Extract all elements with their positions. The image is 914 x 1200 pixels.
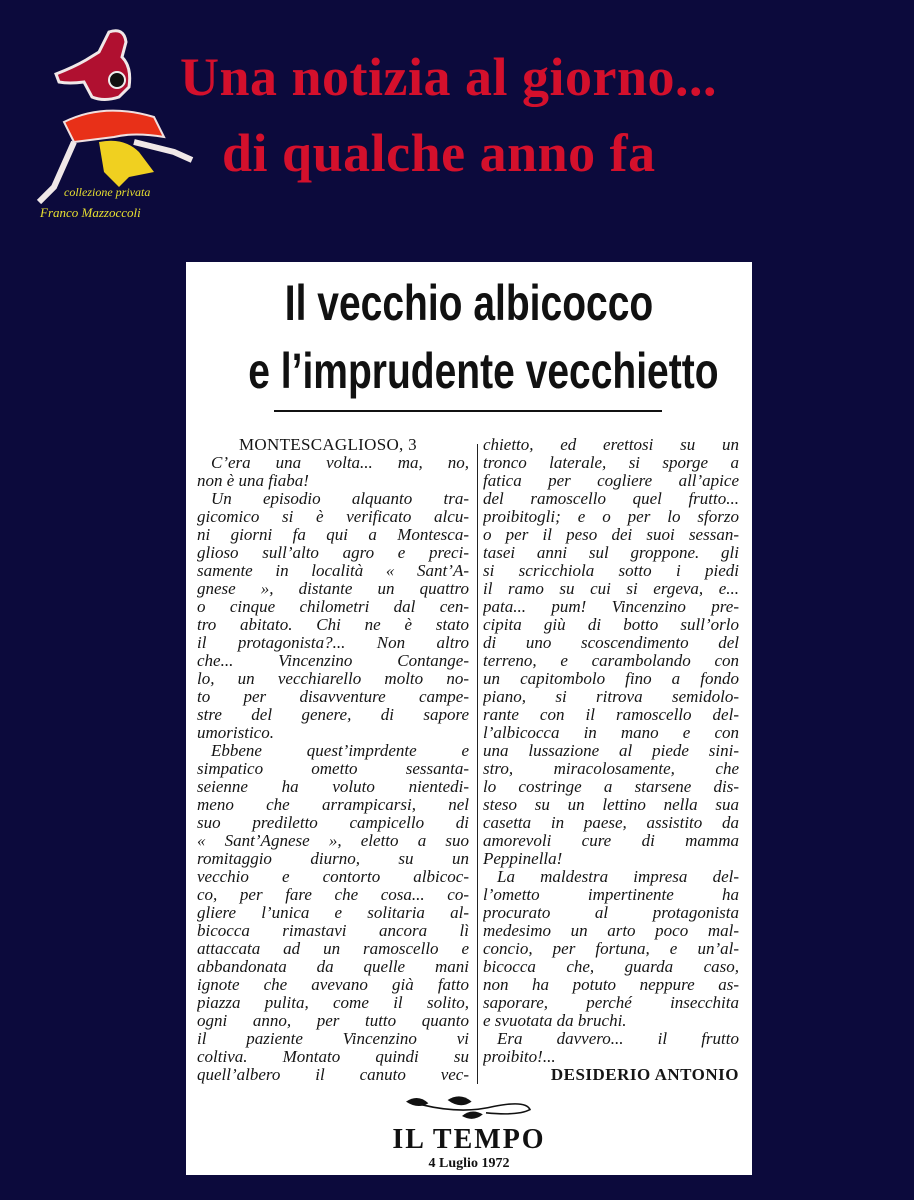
page-heading-line-1: Una notizia al giorno...	[180, 47, 718, 107]
article-line: Ebbene quest’imprdente e	[211, 742, 469, 760]
article-line: che... Vincenzino Contange-	[197, 652, 469, 670]
article-title-line-1: Il vecchio albicocco	[284, 275, 654, 331]
article-line: casetta in paese, assistito da	[483, 814, 739, 832]
article-line: meno che arrampicarsi, nel	[197, 796, 469, 814]
leaf-ornament-icon	[386, 1092, 546, 1124]
article-line: proibitogli; e o per lo sforzo	[483, 508, 739, 526]
article-line: lo costringe a starsene dis-	[483, 778, 739, 796]
article-line: non è una fiaba!	[197, 472, 309, 490]
article-line: una lussazione al piede sini-	[483, 742, 739, 760]
article-line: pata... pum! Vincenzino pre-	[483, 598, 739, 616]
article-line: non ha potuto neppure as-	[483, 976, 739, 994]
article-line: abbandonata da quelle mani	[197, 958, 469, 976]
article-line: si scricchiola sotto i piedi	[483, 562, 739, 580]
article-line: un capitombolo fino a fondo	[483, 670, 739, 688]
article-line: steso su un lettino nella sua	[483, 796, 739, 814]
article-line: gliere l’unica e solitaria al-	[197, 904, 469, 922]
article-column-2	[483, 436, 739, 1084]
title-rule	[274, 410, 662, 412]
article-line: o per il peso dei suoi sessan-	[483, 526, 739, 544]
article-line: coltiva. Montato quindi su	[197, 1048, 469, 1066]
article-line: tronco laterale, si sporge a	[483, 454, 739, 472]
article-line: chietto, ed erettosi su un	[483, 436, 739, 454]
article-line: glioso sull’alto agro e preci-	[197, 544, 469, 562]
article-line: fatica per cogliere all’apice	[483, 472, 739, 490]
page-heading-line-2: di qualche anno fa	[222, 123, 656, 183]
article-line: saporare, perché insecchita	[483, 994, 739, 1012]
article-line: Peppinella!	[483, 850, 563, 868]
article-line: amorevoli cure di mamma	[483, 832, 739, 850]
article-line: gnese », distante un quattro	[197, 580, 469, 598]
article-line: cipita giù di botto sull’orlo	[483, 616, 739, 634]
column-divider	[477, 444, 478, 1084]
article-line: ignote che avevano già fatto	[197, 976, 469, 994]
article-line: MONTESCAGLIOSO, 3	[239, 436, 417, 454]
article-line: concio, per fortuna, e un’al-	[483, 940, 739, 958]
article-line: quell’albero il canuto vec-	[197, 1066, 469, 1084]
article-line: lo, un vecchiarello molto no-	[197, 670, 469, 688]
article-line: vecchio e contorto albicoc-	[197, 868, 469, 886]
newspaper-clipping	[186, 262, 752, 1175]
article-title-line-2: e l’imprudente vecchietto	[248, 343, 719, 399]
article-line: gicomico si è verificato alcu-	[197, 508, 469, 526]
article-line: proibito!...	[483, 1048, 556, 1066]
newspaper-masthead: IL TEMPO	[392, 1124, 546, 1155]
article-line: co, per fare che cosa... co-	[197, 886, 469, 904]
article-line: romitaggio diurno, su un	[197, 850, 469, 868]
article-line: di uno scoscendimento del	[483, 634, 739, 652]
article-line: Era davvero... il frutto	[497, 1030, 739, 1048]
article-line: stro, miracolosamente, che	[483, 760, 739, 778]
article-line: piano, si ritrova semidolo-	[483, 688, 739, 706]
article-line: procurato al protagonista	[483, 904, 739, 922]
article-line: terreno, e carambolando con	[483, 652, 739, 670]
article-line: attaccata ad un ramoscello e	[197, 940, 469, 958]
article-line: o cinque chilometri dal cen-	[197, 598, 469, 616]
article-line: l’ometto impertinente ha	[483, 886, 739, 904]
article-line: simpatico ometto sessanta-	[197, 760, 469, 778]
article-line: il ramo su cui si ergeva, e...	[483, 580, 739, 598]
article-line: La maldestra impresa del-	[497, 868, 739, 886]
article-line: medesimo un arto poco mal-	[483, 922, 739, 940]
publication-date: 4 Luglio 1972	[428, 1156, 510, 1171]
article-line: tasei anni sul groppone. gli	[483, 544, 739, 562]
article-line: stre del genere, di sapore	[197, 706, 469, 724]
article-line: l’albicocca in mano e con	[483, 724, 739, 742]
article-line: C’era una volta... ma, no,	[211, 454, 469, 472]
article-line: « Sant’Agnese », eletto a suo	[197, 832, 469, 850]
article-line: to per disavventure campe-	[197, 688, 469, 706]
article-line: ni giorni fa qui a Montesca-	[197, 526, 469, 544]
article-line: bicocca rimastavi ancora lì	[197, 922, 469, 940]
article-line: bicocca che, guarda caso,	[483, 958, 739, 976]
logo-text-owner: Franco Mazzoccoli	[40, 205, 141, 220]
article-line: e svuotata da bruchi.	[483, 1012, 627, 1030]
article-column-1	[197, 436, 469, 1084]
logo-text-collection: collezione privata	[64, 185, 151, 199]
article-line: del ramoscello quel frutto...	[483, 490, 739, 508]
article-line: rante con il ramoscello del-	[483, 706, 739, 724]
article-line: il protagonista?... Non altro	[197, 634, 469, 652]
article-line: tro abitato. Chi ne è stato	[197, 616, 469, 634]
article-line: DESIDERIO ANTONIO	[550, 1066, 739, 1084]
article-line: samente in località « Sant’A-	[197, 562, 469, 580]
article-line: il paziente Vincenzino vi	[197, 1030, 469, 1048]
article-line: umoristico.	[197, 724, 274, 742]
article-line: piazza pulita, come il solito,	[197, 994, 469, 1012]
article-line: seienne ha voluto nientedi-	[197, 778, 469, 796]
article-line: ogni anno, per tutto quanto	[197, 1012, 469, 1030]
article-line: Un episodio alquanto tra-	[211, 490, 469, 508]
article-line: suo prediletto campicello di	[197, 814, 469, 832]
